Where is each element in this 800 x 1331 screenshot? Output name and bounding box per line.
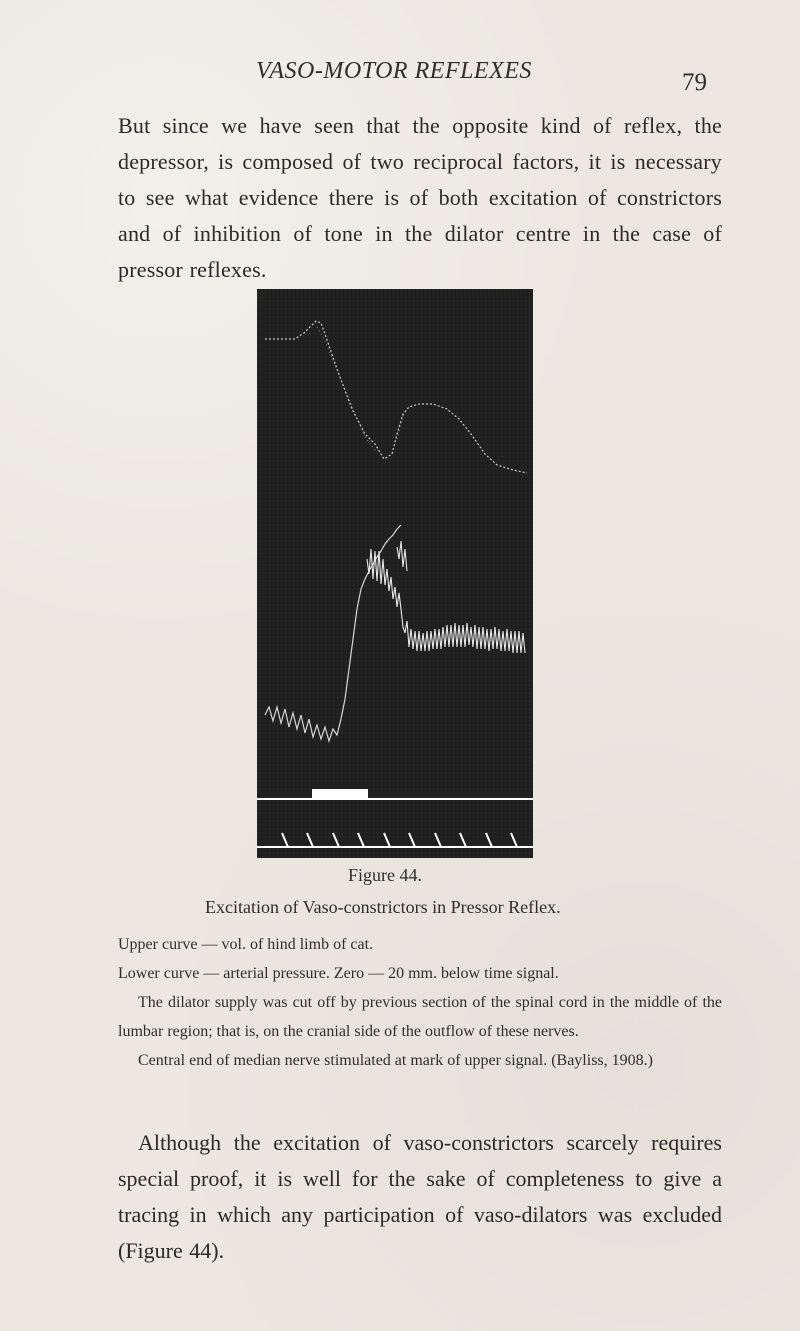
legend-lower-curve: Lower curve — arterial pressure. Zero — 20 mm. below time signal. — [118, 965, 559, 982]
conclusion-paragraph: Although the excitation of vaso-constrictors scarcely requires special proof, it is well for the sake of completeness to give a tracing in which any participation of vaso-dilators was excluded (Figure 44). — [118, 1130, 722, 1263]
tracing-figure — [257, 289, 533, 858]
legend-stimulus-note: Central end of median nerve stimulated at mark of upper signal. (Bayliss, 1908.) — [138, 1052, 653, 1069]
intro-paragraph: But since we have seen that the opposite kind of reflex, the depressor, is composed of two reciprocal factors, it is necessary to see what evidence there is of both excitation of constrictors and of inhibition of tone in the dilator centre in the case of pressor reflexes. — [118, 113, 722, 282]
tracing-svg — [257, 289, 533, 858]
tracing-background — [257, 289, 533, 858]
running-head: VASO-MOTOR REFLEXES — [256, 58, 532, 84]
figure-label: Figure 44. — [348, 865, 422, 885]
figure-title: Excitation of Vaso-constrictors in Pressor Reflex. — [205, 897, 561, 917]
page-number: 79 — [682, 69, 707, 96]
legend-upper-curve: Upper curve — vol. of hind limb of cat. — [118, 936, 374, 953]
legend-dilator-note: The dilator supply was cut off by previous section of the spinal cord in the middle of the lumbar region; that is, on the cranial side of the outflow of these nerves. — [118, 994, 722, 1040]
figure-legend — [118, 930, 722, 1075]
